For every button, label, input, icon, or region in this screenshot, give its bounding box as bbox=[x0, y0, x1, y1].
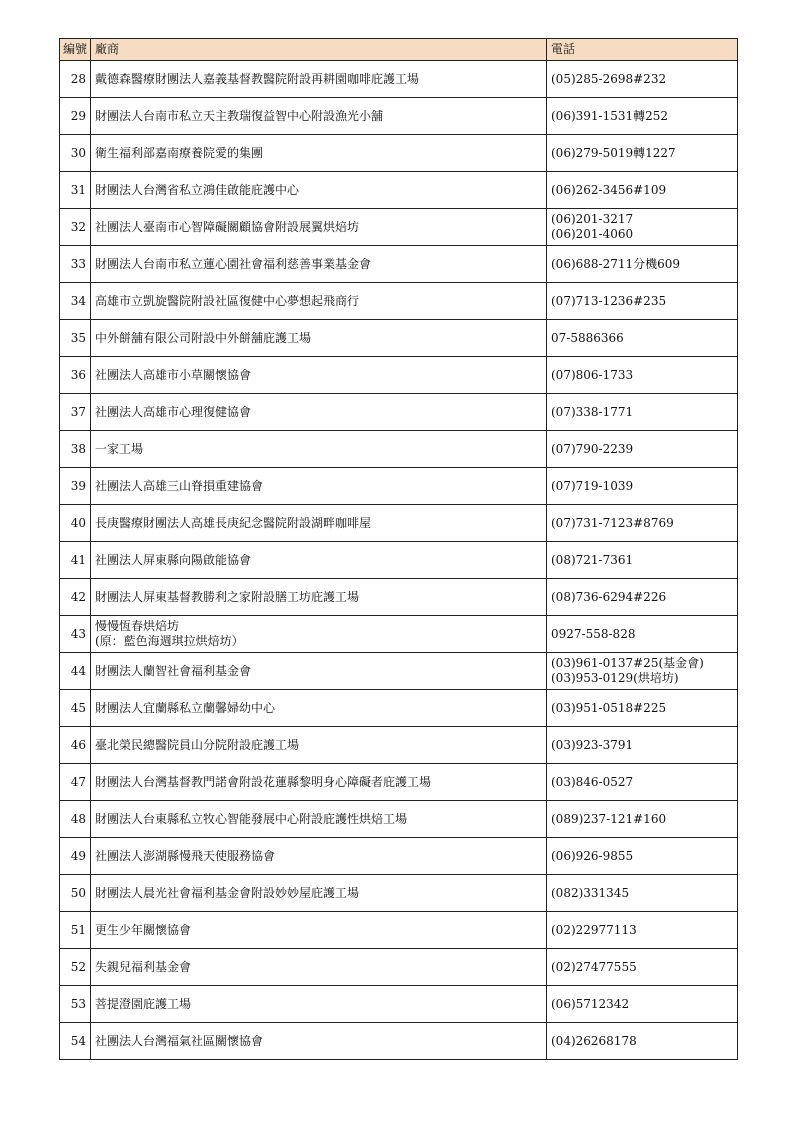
vendor-name bbox=[91, 283, 547, 320]
vendor-phone bbox=[547, 394, 738, 431]
row-number: 52 bbox=[60, 949, 91, 986]
row-number: 30 bbox=[60, 135, 91, 172]
row-number: 33 bbox=[60, 246, 91, 283]
vendor-name bbox=[91, 320, 547, 357]
vendor-phone bbox=[547, 838, 738, 875]
vendor-phone-line: (089)237-121#160 bbox=[551, 811, 667, 826]
vendor-phone-line: (08)736-6294#226 bbox=[551, 589, 667, 604]
vendor-phone-line: (07)731-7123#8769 bbox=[551, 515, 674, 530]
row-number: 43 bbox=[60, 616, 91, 653]
vendor-name bbox=[91, 838, 547, 875]
vendor-phone bbox=[547, 764, 738, 801]
vendor-phone-line: (03)953-0129(烘培坊) bbox=[551, 671, 679, 685]
table-row bbox=[60, 505, 738, 542]
vendor-name bbox=[91, 135, 547, 172]
vendor-phone bbox=[547, 690, 738, 727]
vendor-phone-line: (07)719-1039 bbox=[551, 478, 634, 493]
vendor-name bbox=[91, 172, 547, 209]
row-number: 53 bbox=[60, 986, 91, 1023]
row-number: 48 bbox=[60, 801, 91, 838]
table-header-row bbox=[60, 39, 738, 61]
vendor-phone bbox=[547, 98, 738, 135]
vendor-name-line: 社團法人高雄市心理復健協會 bbox=[95, 404, 252, 419]
vendor-phone bbox=[547, 616, 738, 653]
vendor-phone bbox=[547, 320, 738, 357]
table-row bbox=[60, 875, 738, 912]
row-number: 44 bbox=[60, 653, 91, 690]
table-row bbox=[60, 98, 738, 135]
table-row bbox=[60, 209, 738, 246]
vendor-name-line: 長庚醫療財團法人高雄長庚紀念醫院附設湖畔咖啡屋 bbox=[95, 515, 372, 530]
vendor-name bbox=[91, 98, 547, 135]
vendor-name bbox=[91, 209, 547, 246]
row-number: 31 bbox=[60, 172, 91, 209]
table-row bbox=[60, 246, 738, 283]
vendor-table bbox=[59, 38, 738, 1060]
vendor-name-line: 財團法人屏東基督教勝利之家附設膳工坊庇護工場 bbox=[95, 589, 360, 604]
vendor-phone-line: 07-5886366 bbox=[551, 330, 624, 345]
row-number: 36 bbox=[60, 357, 91, 394]
vendor-name-line: 財團法人晨光社會福利基金會附設妙妙屋庇護工場 bbox=[95, 885, 360, 900]
table-row bbox=[60, 394, 738, 431]
row-number: 39 bbox=[60, 468, 91, 505]
vendor-name bbox=[91, 431, 547, 468]
vendor-phone bbox=[547, 172, 738, 209]
vendor-phone bbox=[547, 468, 738, 505]
row-number: 54 bbox=[60, 1023, 91, 1060]
vendor-name bbox=[91, 949, 547, 986]
vendor-phone-line: (06)688-2711分機609 bbox=[551, 256, 681, 271]
vendor-name bbox=[91, 653, 547, 690]
row-number: 42 bbox=[60, 579, 91, 616]
vendor-name bbox=[91, 801, 547, 838]
vendor-phone-line: (04)26268178 bbox=[551, 1033, 637, 1048]
vendor-name bbox=[91, 727, 547, 764]
vendor-phone bbox=[547, 505, 738, 542]
table-row bbox=[60, 764, 738, 801]
vendor-name bbox=[91, 690, 547, 727]
vendor-phone bbox=[547, 542, 738, 579]
vendor-phone-line: (08)721-7361 bbox=[551, 552, 634, 567]
row-number: 34 bbox=[60, 283, 91, 320]
vendor-name-line: 更生少年關懷協會 bbox=[95, 922, 192, 937]
row-number: 46 bbox=[60, 727, 91, 764]
vendor-name-line: 財團法人台南市私立天主教瑞復益智中心附設漁光小舖 bbox=[95, 108, 384, 123]
vendor-name-line: 慢慢恆春烘焙坊 bbox=[95, 619, 180, 633]
row-number: 32 bbox=[60, 209, 91, 246]
row-number: 51 bbox=[60, 912, 91, 949]
vendor-name-line: 財團法人蘭智社會福利基金會 bbox=[95, 663, 252, 678]
vendor-name-line: 社團法人臺南市心智障礙關顧協會附設展翼烘焙坊 bbox=[95, 219, 360, 234]
vendor-phone-line: (07)338-1771 bbox=[551, 404, 634, 419]
vendor-name bbox=[91, 764, 547, 801]
vendor-name-line: 財團法人台灣基督教門諾會附設花蓮縣黎明身心障礙者庇護工場 bbox=[95, 774, 432, 789]
row-number: 37 bbox=[60, 394, 91, 431]
vendor-phone-line: (05)285-2698#232 bbox=[551, 71, 667, 86]
vendor-phone-line: (03)846-0527 bbox=[551, 774, 634, 789]
vendor-name-line: 衛生福利部嘉南療養院愛的集團 bbox=[95, 145, 264, 160]
vendor-phone bbox=[547, 209, 738, 246]
row-number: 50 bbox=[60, 875, 91, 912]
table-row bbox=[60, 616, 738, 653]
table-row bbox=[60, 838, 738, 875]
row-number: 28 bbox=[60, 61, 91, 98]
vendor-phone-line: (06)201-4060 bbox=[551, 227, 634, 241]
vendor-phone-line: (03)961-0137#25(基金會) bbox=[551, 656, 704, 670]
vendor-phone-line: (02)27477555 bbox=[551, 959, 637, 974]
vendor-phone bbox=[547, 986, 738, 1023]
table-row bbox=[60, 579, 738, 616]
vendor-phone-line: (06)201-3217 bbox=[551, 212, 634, 226]
row-number: 41 bbox=[60, 542, 91, 579]
table-row bbox=[60, 431, 738, 468]
vendor-name bbox=[91, 579, 547, 616]
vendor-phone bbox=[547, 653, 738, 690]
row-number: 40 bbox=[60, 505, 91, 542]
vendor-name bbox=[91, 542, 547, 579]
vendor-name bbox=[91, 246, 547, 283]
vendor-name bbox=[91, 61, 547, 98]
vendor-phone-line: (03)923-3791 bbox=[551, 737, 634, 752]
header-number: 編號 bbox=[60, 39, 91, 61]
vendor-name-line: 一家工場 bbox=[95, 441, 144, 456]
vendor-name bbox=[91, 912, 547, 949]
vendor-name-line: 失親兒福利基金會 bbox=[95, 959, 192, 974]
vendor-phone bbox=[547, 801, 738, 838]
vendor-name-line: 臺北榮民總醫院員山分院附設庇護工場 bbox=[95, 737, 300, 752]
row-number: 38 bbox=[60, 431, 91, 468]
vendor-phone-line: 0927-558-828 bbox=[551, 626, 636, 641]
vendor-name bbox=[91, 468, 547, 505]
vendor-name-line: 社團法人高雄三山脊損重建協會 bbox=[95, 478, 264, 493]
vendor-phone-line: (06)262-3456#109 bbox=[551, 182, 667, 197]
vendor-name bbox=[91, 394, 547, 431]
table-row bbox=[60, 949, 738, 986]
vendor-phone-line: (06)391-1531轉252 bbox=[551, 108, 669, 123]
header-vendor: 廠商 bbox=[91, 39, 547, 61]
vendor-phone-line: (07)806-1733 bbox=[551, 367, 634, 382]
vendor-phone bbox=[547, 1023, 738, 1060]
table-row bbox=[60, 690, 738, 727]
vendor-name bbox=[91, 616, 547, 653]
vendor-name-line: 社團法人澎湖縣慢飛天使服務協會 bbox=[95, 848, 276, 863]
vendor-phone-line: (02)22977113 bbox=[551, 922, 637, 937]
table-row bbox=[60, 357, 738, 394]
row-number: 29 bbox=[60, 98, 91, 135]
vendor-name-line: 社團法人台灣福氣社區關懷協會 bbox=[95, 1033, 264, 1048]
vendor-name bbox=[91, 875, 547, 912]
table-row bbox=[60, 801, 738, 838]
vendor-phone bbox=[547, 579, 738, 616]
vendor-name-line: 財團法人宜蘭縣私立蘭馨婦幼中心 bbox=[95, 700, 276, 715]
row-number: 49 bbox=[60, 838, 91, 875]
table-row bbox=[60, 61, 738, 98]
table-row bbox=[60, 1023, 738, 1060]
vendor-phone-line: (06)926-9855 bbox=[551, 848, 634, 863]
vendor-name-line: 菩提澄園庇護工場 bbox=[95, 996, 192, 1011]
table-row bbox=[60, 542, 738, 579]
vendor-phone bbox=[547, 875, 738, 912]
table-row bbox=[60, 653, 738, 690]
vendor-name bbox=[91, 986, 547, 1023]
table-row bbox=[60, 468, 738, 505]
row-number: 35 bbox=[60, 320, 91, 357]
vendor-phone-line: (03)951-0518#225 bbox=[551, 700, 667, 715]
vendor-phone bbox=[547, 246, 738, 283]
vendor-phone bbox=[547, 135, 738, 172]
vendor-name bbox=[91, 357, 547, 394]
table-row bbox=[60, 912, 738, 949]
vendor-phone-line: (082)331345 bbox=[551, 885, 630, 900]
vendor-phone bbox=[547, 912, 738, 949]
vendor-name-line: 財團法人台灣省私立鴻佳啟能庇護中心 bbox=[95, 182, 300, 197]
vendor-name-line: 社團法人高雄市小草關懷協會 bbox=[95, 367, 252, 382]
table-row bbox=[60, 135, 738, 172]
row-number: 45 bbox=[60, 690, 91, 727]
vendor-phone bbox=[547, 283, 738, 320]
vendor-name-line: 社團法人屏東縣向陽啟能協會 bbox=[95, 552, 252, 567]
vendor-phone bbox=[547, 357, 738, 394]
vendor-phone bbox=[547, 727, 738, 764]
header-phone: 電話 bbox=[547, 39, 738, 61]
vendor-phone-line: (07)713-1236#235 bbox=[551, 293, 667, 308]
vendor-phone-line: (07)790-2239 bbox=[551, 441, 634, 456]
row-number: 47 bbox=[60, 764, 91, 801]
vendor-name-line: 財團法人台東縣私立牧心智能發展中心附設庇護性烘焙工場 bbox=[95, 811, 408, 826]
vendor-name-line: 高雄市立凱旋醫院附設社區復健中心夢想起飛商行 bbox=[95, 293, 360, 308]
table-body bbox=[60, 61, 738, 1060]
table-row bbox=[60, 727, 738, 764]
vendor-phone bbox=[547, 949, 738, 986]
table-row bbox=[60, 320, 738, 357]
vendor-name bbox=[91, 505, 547, 542]
table-row bbox=[60, 172, 738, 209]
vendor-name bbox=[91, 1023, 547, 1060]
vendor-name-line: 財團法人台南市私立蓮心園社會福利慈善事業基金會 bbox=[95, 256, 372, 271]
table-row bbox=[60, 283, 738, 320]
vendor-name-line: (原：藍色海週琪拉烘焙坊） bbox=[95, 634, 244, 648]
vendor-name-line: 中外餅舖有限公司附設中外餅舖庇護工場 bbox=[95, 330, 312, 345]
vendor-phone-line: (06)5712342 bbox=[551, 996, 630, 1011]
vendor-phone bbox=[547, 431, 738, 468]
table-row bbox=[60, 986, 738, 1023]
vendor-phone bbox=[547, 61, 738, 98]
vendor-phone-line: (06)279-5019轉1227 bbox=[551, 145, 676, 160]
vendor-name-line: 戴德森醫療財團法人嘉義基督教醫院附設再耕園咖啡庇護工場 bbox=[95, 71, 420, 86]
